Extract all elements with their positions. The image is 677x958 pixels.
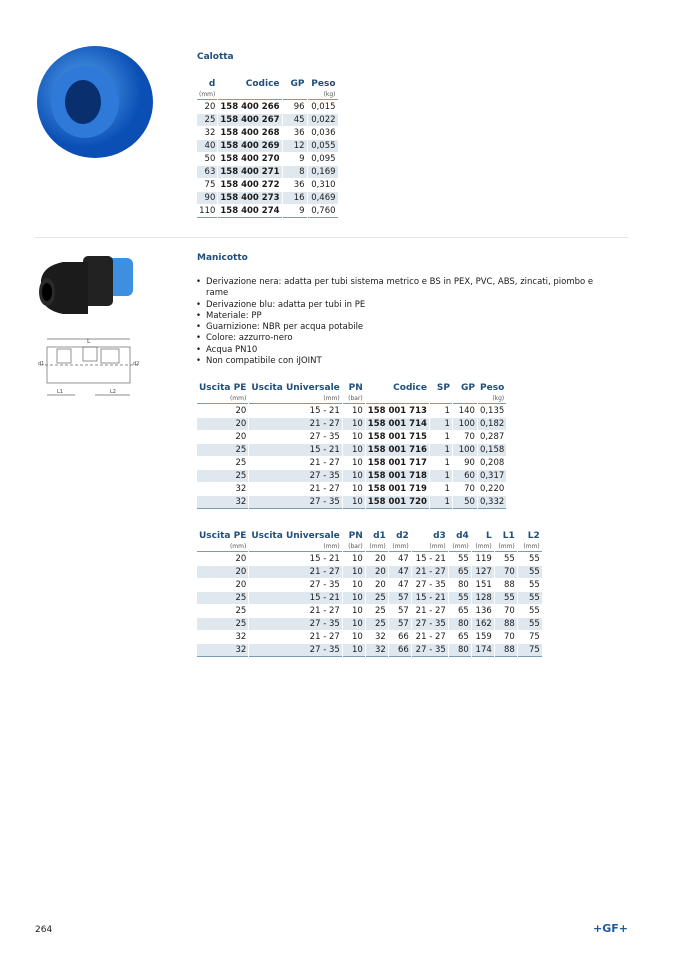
column-header: L1 — [502, 531, 515, 541]
table-cell: 88 — [495, 644, 517, 657]
manicotto-codes-table — [196, 382, 507, 510]
table-row — [197, 431, 506, 443]
dim-L: L — [87, 338, 91, 345]
table-row — [197, 631, 542, 643]
table-cell: 151 — [475, 580, 492, 590]
table-cell: 32 — [235, 484, 247, 494]
column-header: Codice — [393, 383, 427, 393]
table-cell: 0,158 — [479, 445, 505, 455]
table-cell: 25 — [235, 606, 247, 616]
table-cell: 65 — [457, 606, 469, 616]
table-cell: 32 — [197, 496, 248, 509]
table-cell: 10 — [343, 566, 365, 578]
table-cell: 10 — [351, 606, 363, 616]
table-cell: 0,135 — [479, 406, 505, 416]
table-row — [197, 457, 506, 469]
table-cell: 25 — [197, 114, 217, 126]
table-cell: 20 — [366, 566, 388, 578]
manicotto-product-image — [33, 252, 138, 327]
table-cell: 158 400 270 — [220, 154, 280, 164]
table-cell: 0,036 — [311, 128, 336, 138]
table-cell: 50 — [453, 496, 477, 509]
table-cell: 1 — [430, 470, 452, 482]
table-cell: 47 — [389, 566, 411, 578]
table-cell: 158 400 271 — [220, 167, 280, 177]
table-cell: 55 — [528, 606, 540, 616]
column-header: d1 — [373, 531, 386, 541]
table-cell: 66 — [389, 644, 411, 657]
table-cell: 10 — [343, 592, 365, 604]
table-cell: 158 400 273 — [220, 193, 280, 203]
table-cell: 60 — [453, 470, 477, 482]
table-cell: 21 - 27 — [249, 566, 341, 578]
table-row — [197, 592, 542, 604]
column-unit: (bar) — [343, 395, 365, 404]
table-cell: 0,220 — [479, 484, 505, 494]
column-header: PN — [348, 531, 363, 541]
table-cell: 80 — [449, 644, 471, 657]
column-header: Uscita Universale — [251, 383, 340, 393]
table-cell: 158 001 720 — [367, 497, 427, 507]
table-row — [197, 444, 506, 456]
table-cell: 0,760 — [308, 205, 338, 218]
table-cell: 27 - 35 — [415, 580, 446, 590]
column-header: Uscita Universale — [251, 531, 340, 541]
table-cell: 15 - 21 — [415, 554, 446, 564]
table-cell: 70 — [464, 484, 475, 494]
manicotto-dimensions-table — [196, 530, 543, 658]
table-cell: 158 400 272 — [220, 180, 280, 190]
column-header: d — [208, 79, 216, 89]
column-unit: (mm) — [472, 543, 494, 552]
table-cell: 0,182 — [479, 419, 505, 429]
table-cell: 0,095 — [311, 154, 336, 164]
table-cell: 158 400 274 — [220, 206, 280, 216]
feature-item: • Derivazione nera: adatta per tubi sistema metrico e BS in PEX, PVC, ABS, zincati, piombo e rame — [196, 277, 616, 300]
table-cell: 21 - 27 — [415, 606, 446, 616]
table-cell: 0,469 — [308, 192, 338, 204]
feature-list — [196, 277, 616, 367]
manicotto-technical-drawing — [35, 335, 145, 400]
table-cell: 158 400 269 — [220, 141, 280, 151]
table-cell: 158 001 716 — [367, 445, 427, 455]
table-cell: 10 — [351, 432, 363, 442]
table-cell: 10 — [343, 644, 365, 657]
table-cell: 63 — [197, 166, 217, 178]
table-cell: 32 — [235, 632, 247, 642]
table-cell: 15 - 21 — [309, 406, 340, 416]
table-cell: 1 — [430, 418, 452, 430]
table-cell: 57 — [397, 606, 409, 616]
feature-item: • Guarnizione: NBR per acqua potabile — [196, 322, 616, 333]
column-unit: (mm) — [449, 543, 471, 552]
table-cell: 55 — [495, 592, 517, 604]
table-cell: 20 — [374, 554, 386, 564]
table-cell: 20 — [374, 580, 386, 590]
table-cell: 10 — [351, 554, 363, 564]
column-header: d4 — [456, 531, 469, 541]
table-cell: 27 - 35 — [412, 618, 448, 630]
column-unit: (mm) — [495, 543, 517, 552]
table-cell: 70 — [503, 606, 515, 616]
table-cell: 21 - 27 — [249, 418, 341, 430]
table-cell: 27 - 35 — [249, 644, 341, 657]
table-cell: 20 — [235, 432, 247, 442]
calotta-table — [196, 78, 339, 219]
table-cell: 12 — [283, 140, 307, 152]
table-cell: 10 — [343, 618, 365, 630]
table-cell: 140 — [458, 406, 475, 416]
table-row — [197, 127, 338, 139]
table-cell: 1 — [444, 484, 450, 494]
feature-item: • Colore: azzurro-nero — [196, 333, 616, 344]
table-cell: 70 — [464, 432, 475, 442]
table-cell: 25 — [197, 592, 248, 604]
table-cell: 1 — [444, 406, 450, 416]
table-cell: 9 — [299, 154, 305, 164]
column-unit — [218, 91, 281, 100]
table-cell: 15 - 21 — [412, 592, 448, 604]
table-cell: 136 — [475, 606, 492, 616]
column-header: PN — [348, 383, 363, 393]
dim-L1: L1 — [57, 389, 63, 395]
table-row — [197, 470, 506, 482]
column-header: L — [486, 531, 492, 541]
table-cell: 20 — [235, 580, 247, 590]
column-header: Uscita PE — [199, 531, 247, 541]
column-unit: (mm) — [389, 543, 411, 552]
table-cell: 0,015 — [311, 102, 336, 112]
column-unit: (mm) — [412, 543, 448, 552]
column-unit — [430, 395, 452, 404]
table-row — [197, 101, 338, 113]
table-row — [197, 114, 338, 126]
table-cell: 158 001 715 — [367, 432, 427, 442]
table-cell: 1 — [444, 432, 450, 442]
table-cell: 47 — [397, 580, 409, 590]
table-cell: 32 — [204, 128, 216, 138]
table-cell: 75 — [204, 180, 216, 190]
column-header: GP — [460, 383, 475, 393]
column-unit — [283, 91, 307, 100]
table-cell: 21 - 27 — [309, 458, 340, 468]
column-header: d2 — [396, 531, 409, 541]
table-row — [197, 179, 338, 191]
table-cell: 75 — [518, 644, 542, 657]
table-cell: 21 - 27 — [309, 484, 340, 494]
column-unit: (mm) — [366, 543, 388, 552]
table-cell: 55 — [518, 566, 542, 578]
table-cell: 21 - 27 — [412, 566, 448, 578]
table-cell: 21 - 27 — [415, 632, 446, 642]
table-cell: 0,317 — [479, 471, 505, 481]
table-cell: 25 — [235, 458, 247, 468]
table-cell: 128 — [472, 592, 494, 604]
gf-logo: +GF+ — [593, 922, 628, 935]
table-cell: 25 — [374, 606, 386, 616]
table-cell: 20 — [235, 406, 247, 416]
table-cell: 70 — [503, 632, 515, 642]
table-cell: 9 — [283, 205, 307, 218]
table-cell: 25 — [366, 618, 388, 630]
section-title-calotta: Calotta — [197, 52, 234, 62]
table-row — [197, 140, 338, 152]
table-cell: 0,310 — [311, 180, 336, 190]
table-cell: 0,055 — [308, 140, 338, 152]
table-cell: 50 — [204, 154, 216, 164]
calotta-product-image — [33, 42, 163, 162]
table-cell: 70 — [495, 566, 517, 578]
feature-item: • Derivazione blu: adatta per tubi in PE — [196, 300, 616, 311]
table-row — [197, 605, 542, 617]
table-cell: 27 - 35 — [249, 470, 341, 482]
table-cell: 10 — [351, 632, 363, 642]
table-cell: 90 — [197, 192, 217, 204]
column-unit: (mm) — [199, 91, 216, 98]
table-cell: 55 — [518, 592, 542, 604]
table-cell: 158 400 267 — [220, 115, 280, 125]
table-cell: 100 — [453, 444, 477, 456]
table-cell: 1 — [430, 444, 452, 456]
table-cell: 80 — [457, 580, 469, 590]
table-cell: 27 - 35 — [412, 644, 448, 657]
column-unit: (mm) — [197, 395, 248, 404]
table-cell: 159 — [475, 632, 492, 642]
table-row — [197, 205, 338, 218]
table-cell: 66 — [397, 632, 409, 642]
table-row — [197, 192, 338, 204]
dim-d2: d2 — [133, 361, 140, 367]
table-cell: 15 - 21 — [309, 554, 340, 564]
table-cell: 15 - 21 — [249, 592, 341, 604]
table-cell: 10 — [343, 418, 365, 430]
table-cell: 40 — [197, 140, 217, 152]
table-cell: 25 — [366, 592, 388, 604]
table-cell: 25 — [197, 470, 248, 482]
table-cell: 174 — [472, 644, 494, 657]
table-cell: 10 — [351, 406, 363, 416]
page-number: 264 — [35, 925, 53, 935]
table-cell: 20 — [204, 102, 216, 112]
table-cell: 158 400 266 — [220, 102, 280, 112]
table-cell: 0,169 — [308, 166, 338, 178]
dim-L2: L2 — [110, 389, 116, 395]
table-cell: 8 — [283, 166, 307, 178]
table-cell: 55 — [503, 554, 515, 564]
table-cell: 158 001 718 — [367, 471, 427, 481]
table-cell: 32 — [197, 644, 248, 657]
table-cell: 25 — [197, 444, 248, 456]
table-cell: 100 — [453, 418, 477, 430]
table-cell: 110 — [197, 205, 217, 218]
table-cell: 0,332 — [479, 497, 505, 507]
table-cell: 127 — [472, 566, 494, 578]
table-cell: 25 — [197, 618, 248, 630]
table-cell: 162 — [472, 618, 494, 630]
table-cell: 36 — [293, 128, 305, 138]
table-cell: 20 — [197, 418, 248, 430]
table-row — [197, 579, 542, 591]
column-header: SP — [436, 383, 450, 393]
table-cell: 80 — [449, 618, 471, 630]
table-cell: 32 — [374, 632, 386, 642]
table-cell: 27 - 35 — [249, 496, 341, 509]
table-cell: 10 — [351, 580, 363, 590]
table-cell: 21 - 27 — [309, 632, 340, 642]
table-cell: 55 — [528, 554, 540, 564]
table-cell: 158 001 713 — [367, 406, 427, 416]
column-header: Peso — [311, 79, 336, 89]
table-cell: 57 — [389, 618, 411, 630]
column-header: L2 — [527, 531, 540, 541]
column-unit: (mm) — [249, 395, 341, 404]
table-cell: 20 — [235, 554, 247, 564]
table-row — [197, 418, 506, 430]
table-cell: 88 — [495, 618, 517, 630]
table-cell: 10 — [351, 484, 363, 494]
table-cell: 10 — [351, 458, 363, 468]
table-cell: 0,208 — [479, 458, 505, 468]
table-row — [197, 644, 542, 657]
column-header: GP — [290, 79, 305, 89]
column-unit: (mm) — [197, 543, 248, 552]
section-title-manicotto: Manicotto — [197, 253, 248, 263]
table-cell: 158 001 717 — [367, 458, 427, 468]
table-row — [197, 405, 506, 417]
column-header: Peso — [480, 383, 505, 393]
table-row — [197, 483, 506, 495]
table-row — [197, 153, 338, 165]
table-cell: 21 - 27 — [309, 606, 340, 616]
table-cell: 0,022 — [308, 114, 338, 126]
table-cell: 32 — [366, 644, 388, 657]
table-row — [197, 566, 542, 578]
table-cell: 1 — [430, 496, 452, 509]
table-cell: 36 — [293, 180, 305, 190]
table-cell: 27 - 35 — [249, 618, 341, 630]
column-unit — [453, 395, 477, 404]
column-header: Codice — [245, 79, 280, 89]
section-divider — [35, 237, 628, 238]
feature-item: • Acqua PN10 — [196, 345, 616, 356]
table-cell: 158 001 719 — [367, 484, 427, 494]
feature-item: • Non compatibile con iJOINT — [196, 356, 616, 367]
table-cell: 20 — [197, 566, 248, 578]
table-row — [197, 496, 506, 509]
table-cell: 57 — [389, 592, 411, 604]
dim-d1: d1 — [38, 361, 45, 367]
table-cell: 65 — [457, 632, 469, 642]
column-unit — [366, 395, 429, 404]
table-cell: 10 — [343, 496, 365, 509]
table-cell: 10 — [343, 444, 365, 456]
table-cell: 75 — [528, 632, 540, 642]
table-cell: 27 - 35 — [309, 432, 340, 442]
table-cell: 65 — [449, 566, 471, 578]
column-unit: (kg) — [308, 91, 338, 100]
column-unit: (bar) — [343, 543, 365, 552]
table-cell: 47 — [397, 554, 409, 564]
table-row — [197, 166, 338, 178]
table-cell: 119 — [475, 554, 492, 564]
table-cell: 96 — [293, 102, 305, 112]
feature-item: • Materiale: PP — [196, 311, 616, 322]
column-header: d3 — [433, 531, 446, 541]
column-header: Uscita PE — [199, 383, 247, 393]
table-cell: 88 — [503, 580, 515, 590]
table-cell: 55 — [528, 580, 540, 590]
table-cell: 10 — [343, 470, 365, 482]
table-cell: 158 400 268 — [220, 128, 280, 138]
column-unit: (mm) — [249, 543, 341, 552]
table-row — [197, 618, 542, 630]
table-cell: 55 — [449, 592, 471, 604]
table-cell: 158 001 714 — [367, 419, 427, 429]
table-cell: 16 — [283, 192, 307, 204]
table-cell: 27 - 35 — [309, 580, 340, 590]
table-cell: 0,287 — [479, 432, 505, 442]
table-cell: 90 — [464, 458, 475, 468]
column-unit: (mm) — [518, 543, 542, 552]
table-row — [197, 553, 542, 565]
column-unit: (kg) — [478, 395, 506, 404]
table-cell: 15 - 21 — [249, 444, 341, 456]
table-cell: 1 — [444, 458, 450, 468]
table-cell: 55 — [457, 554, 469, 564]
table-cell: 55 — [518, 618, 542, 630]
table-cell: 45 — [283, 114, 307, 126]
